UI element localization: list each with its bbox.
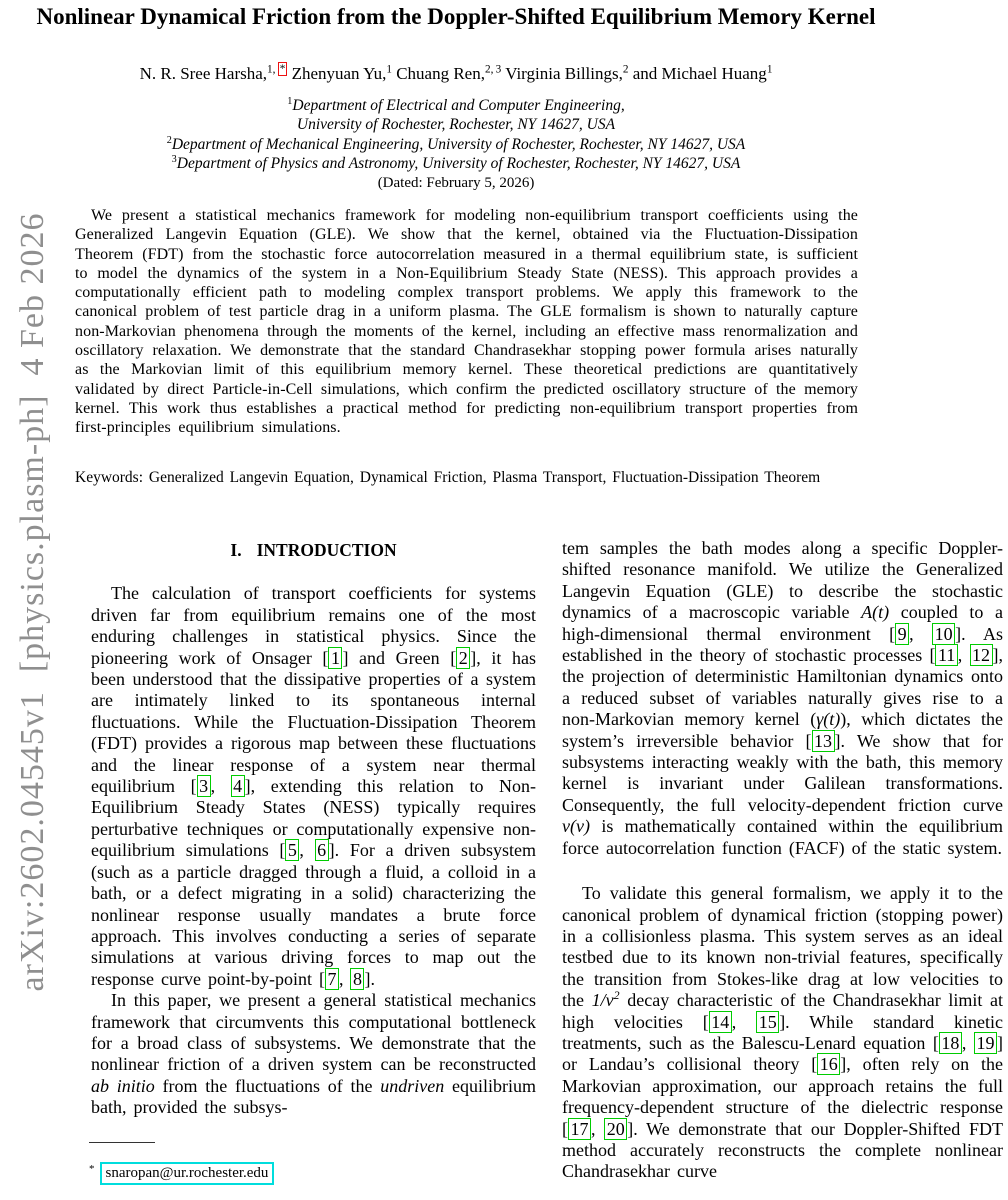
affiliation-line — [0, 115, 912, 134]
citation-link[interactable]: 11 — [935, 644, 957, 666]
section-number: I. — [230, 540, 242, 560]
affiliation-text: Department of Physics and Astronomy, University of Rochester, Rochester, NY 14627, USA — [176, 154, 741, 172]
citation-link[interactable]: 5 — [285, 839, 299, 861]
citation-link[interactable]: 4 — [231, 775, 245, 797]
superscript: 1, — [267, 63, 278, 76]
citation-link[interactable]: 14 — [709, 1011, 732, 1033]
superscript: 1 — [766, 63, 773, 76]
author-footnote-link[interactable]: * — [279, 63, 286, 76]
paragraph: tem samples the bath modes along a specific Doppler-shifted resonance manifold. We utilize the Generalized Langevin Equation (GLE) to describe the stochastic dynamics of a macroscopic variable A(t) coupled to a high-dimensional thermal environment [ 9 , 10 ]. As established in the theory of stochastic processes [ 11 , 12 ], the projection of deterministic Hamiltonian dynamics onto a reduced subset of variables naturally gives rise to a non-Markovian memory kernel (γ(t)), which dictates the system’s irreversible behavior [ 13 ]. We show that for subsystems interacting weakly with the bath, this memory kernel is invariant under Galilean transformations. Consequently, the full velocity-dependent friction curve ν(v) is mathematically contained within the equilibrium force autocorrelation function (FACF) of the static system. — [562, 538, 1003, 858]
citation-link[interactable]: 13 — [812, 730, 835, 752]
affiliation-superscript: 2 — [166, 134, 172, 146]
arxiv-watermark: arXiv:2602.04545v1 [physics.plasm-ph] 4 Feb 2026 — [14, 212, 51, 992]
math-symbol: γ(t) — [816, 709, 841, 730]
superscript: 2, 3 — [484, 63, 502, 76]
section-title: INTRODUCTION — [256, 540, 397, 560]
citation-link[interactable]: 2 — [456, 647, 470, 669]
affiliation-superscript: 1 — [287, 95, 293, 107]
citation-link[interactable]: 1 — [328, 647, 342, 669]
math-symbol: ν(v) — [562, 816, 590, 837]
section-heading-introduction — [91, 540, 536, 561]
citation-link[interactable]: 12 — [970, 644, 993, 666]
math-superscript: 2 — [613, 988, 620, 1003]
citation-link[interactable]: 18 — [939, 1032, 962, 1054]
superscript: 2 — [622, 63, 629, 76]
citation-link[interactable]: 20 — [604, 1118, 627, 1140]
paragraph: In this paper, we present a general statistical mechanics framework that circumvents this computational bottleneck for a broad class of subsystems. We demonstrate that the nonlinear friction of a driven system can be reconstructed ab initio from the fluctuations of the undriven equilibrium bath, provided the subsys- — [91, 990, 536, 1118]
paragraph: The calculation of transport coefficients for systems driven far from equilibrium remains one of the most enduring challenges in statistical physics. Since the pioneering work of Onsager [ 1 ] and Green [ 2 ], it has been understood that the dissipative properties of a system are intimately linked to its spontaneous internal fluctuations. While the Fluctuation-Dissipation Theorem (FDT) provides a rigorous map between these fluctuations and the linear response of a system near thermal equilibrium [ 3 , 4 ], extending this relation to Non-Equilibrium Steady States (NESS) typically requires perturbative techniques or computationally expensive non-equilibrium simulations [ 5 , 6 ]. For a driven subsystem (such as a particle dragged through a fluid, a colloid in a bath, or a defect migrating in a solid) characterizing the nonlinear response usually mandates a brute force approach. This involves conducting a series of separate simulations at various driving forces to map out the response curve point-by-point [ 7 , 8 ]. — [91, 583, 537, 989]
citation-link[interactable]: 10 — [932, 623, 955, 645]
footnote — [89, 1163, 274, 1182]
affiliation-line — [0, 135, 912, 154]
citation-link[interactable]: 7 — [325, 968, 339, 990]
citation-link[interactable]: 6 — [315, 839, 329, 861]
paper-title: Nonlinear Dynamical Friction from the Doppler-Shifted Equilibrium Memory Kernel — [36, 4, 876, 29]
footnote-rule — [89, 1142, 155, 1143]
affiliation-superscript: 3 — [171, 153, 177, 165]
citation-link[interactable]: 16 — [817, 1053, 840, 1075]
right-column — [562, 538, 1003, 1183]
footnote-marker: * — [89, 1163, 95, 1175]
superscript: 1 — [386, 63, 392, 76]
citation-link[interactable]: 9 — [895, 623, 909, 645]
affiliations-block — [0, 96, 912, 173]
author-footnote-superscript — [278, 62, 288, 76]
affiliation-text: Department of Electrical and Computer Engineering, — [292, 97, 625, 114]
citation-link[interactable]: 19 — [974, 1032, 997, 1054]
math-symbol: 1/v — [591, 990, 614, 1011]
paragraph: To validate this general formalism, we apply it to the canonical problem of dynamical friction (stopping power) in a collisionless plasma. This system serves as an ideal testbed due to its known non-trivial features, specifically the transition from Stokes-like drag at low velocities to the $1/v^2$ decay characteristic of the Chandrasekhar limit at high velocities [ 14 , 15 ]. While standard kinetic treatments, such as the Balescu-Lenard equation [ 18 , 19 ] or Landau’s collisional theory [ 16 ], often rely on the Markovian approximation, our approach retains the full frequency-dependent structure of the dielectric response [ 17 , 20 ]. We demonstrate that our Doppler-Shifted FDT method accurately reconstructs the complete nonlinear Chandrasekhar curve — [562, 883, 1004, 1182]
author-line: N. R. Sree Harsha,$^{1,}$ * Zhenyuan Yu,$^1$ Chuang Ren,$^{2, 3}$ Virginia Billings,$^2$ and Michael Huang$^1$ — [139, 63, 773, 83]
citation-link[interactable]: 17 — [568, 1118, 591, 1140]
math-symbol: A(t) — [861, 602, 890, 623]
affiliation-line — [0, 96, 912, 115]
left-column — [91, 538, 536, 1119]
citation-link[interactable]: 3 — [197, 775, 211, 797]
citation-link[interactable]: 15 — [756, 1011, 779, 1033]
italic-text: ab initio — [91, 1075, 155, 1096]
italic-text: undriven — [380, 1075, 445, 1096]
abstract: We present a statistical mechanics framework for modeling non-equilibrium transport coefficients using the Generalized Langevin Equation (GLE). We show that the kernel, obtained via the Fluctuation-Dissipation Theorem (FDT) from the stochastic force autocorrelation measured in a thermal equilibrium state, is sufficient to model the dynamics of the system in a Non-Equilibrium Steady State (NESS). This approach provides a computationally efficient path to modeling complex transport problems. We apply this framework to the canonical problem of test particle drag in a uniform plasma. The GLE formalism is shown to naturally capture non-Markovian phenomena through the moments of the kernel, including an effective mass renormalization and oscillatory relaxation. We demonstrate that the standard Chandrasekhar stopping power formula arises naturally as the Markovian limit of this equilibrium memory kernel. These theoretical predictions are quantitatively validated by direct Particle-in-Cell simulations, which confirm the predicted oscillatory structure of the memory kernel. This work thus establishes a practical method for predicting non-equilibrium transport properties from first-principles equilibrium simulations. — [75, 207, 858, 437]
affiliation-text: Department of Mechanical Engineering, University of Rochester, Rochester, NY 14627, USA — [171, 135, 746, 153]
affiliation-line — [0, 154, 912, 173]
footnote-email-link[interactable]: snaropan@ur.rochester.edu — [100, 1162, 275, 1185]
citation-link[interactable]: 8 — [350, 968, 364, 990]
affiliation-text: University of Rochester, Rochester, NY 14627, USA — [296, 116, 616, 134]
date-line: (Dated: February 5, 2026) — [377, 175, 535, 191]
keywords: Keywords: Generalized Langevin Equation, Dynamical Friction, Plasma Transport, Fluctuation-Dissipation Theorem — [75, 469, 821, 486]
